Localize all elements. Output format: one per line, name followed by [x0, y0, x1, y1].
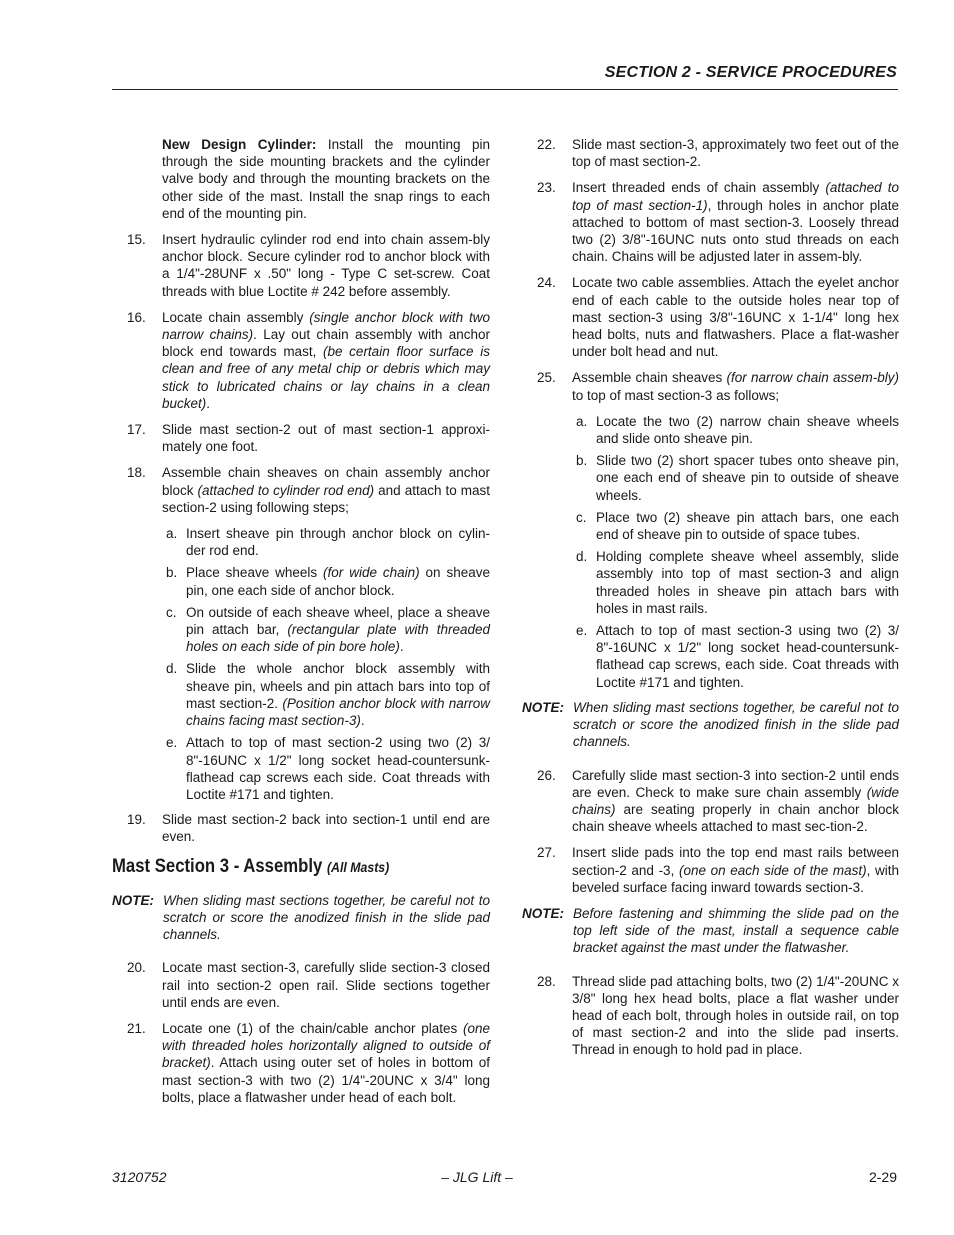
- substep-text: Locate the two (2) narrow chain sheave wheels and slide onto sheave pin.: [596, 413, 899, 447]
- note-text: When sliding mast sections together, be careful not to scratch or score the anodized finish in the slide pad channels.: [163, 892, 490, 943]
- substep-e: [112, 734, 490, 803]
- step-text: Thread slide pad attaching bolts, two (2) 1/4"-20UNC x 3/8" long hex head bolts, place a flat washer under head of each bolt, through holes in outside rail, on top of mast section-2 and into the slide pad inserts. Thread in enough to hold pad in place.: [572, 973, 899, 1058]
- step-text: . Lay out chain assembly with anchor block end towards mast,: [162, 327, 490, 360]
- step-text-italic: (attached to top of mast section-1): [572, 180, 900, 213]
- publisher-label: – JLG Lift –: [441, 1169, 513, 1185]
- substep-letter: c.: [166, 604, 177, 620]
- step-17: [112, 421, 490, 455]
- step-25-substeps: [522, 413, 899, 691]
- step-24: [522, 274, 899, 360]
- step-text: Locate mast section-3, carefully slide section-3 closed rail into section-2 open rail. Slide sections together until ends are even.: [162, 960, 490, 1010]
- step-text-italic: (single anchor block with two narrow chains): [162, 309, 490, 343]
- step-26: [522, 767, 899, 836]
- substep-text: Slide the whole anchor block assembly with sheave pin, wheels and pin attach bars into top of mast section-2.: [186, 661, 490, 711]
- substep-text: Slide two (2) short spacer tubes onto sheave pin, one each end of sheave pin to outside of sheave wheels.: [596, 453, 899, 503]
- step-16: [112, 309, 490, 412]
- intro-paragraph: [112, 136, 490, 222]
- substep-text-italic: (rectangular plate with threaded holes on each side of pin bore hole): [186, 622, 490, 655]
- step-20: [112, 959, 490, 1011]
- note-2: [522, 699, 899, 751]
- step-text: Insert slide pads into the top end mast rails between section-2 and -3,: [572, 845, 899, 878]
- note-3: [522, 905, 899, 957]
- substep-text-italic: (for wide chain): [323, 565, 420, 581]
- step-28: [522, 973, 899, 1059]
- substep-a: [112, 525, 490, 559]
- step-18: [112, 464, 490, 516]
- step-text-italic: (be certain floor surface is clean and free of any metal chip or debris which may stick to lubricated chains or lay chains in a clean bucket): [162, 344, 490, 411]
- step-text: Assemble chain sheaves on chain assembly anchor block: [162, 465, 490, 498]
- step-text: Insert threaded ends of chain assembly: [572, 180, 826, 196]
- substep-c: [112, 604, 490, 656]
- note-label: NOTE:: [522, 699, 564, 715]
- note-label: NOTE:: [112, 892, 154, 908]
- note-1: [112, 892, 490, 944]
- page-number: 2-29: [868, 1169, 897, 1185]
- step-25: [522, 369, 899, 403]
- step-number: 18.: [127, 465, 146, 481]
- step-number: 22.: [537, 137, 556, 152]
- right-column: [522, 136, 899, 1068]
- step-text: Slide mast section-3, approximately two feet out of the top of mast section-2.: [572, 137, 899, 170]
- step-text-italic: (one on each side of the mast): [678, 862, 867, 878]
- substep-c: [522, 509, 899, 543]
- step-text: Locate one (1) of the chain/cable anchor plates: [162, 1020, 463, 1036]
- step-text: Assemble chain sheaves: [572, 370, 727, 386]
- step-text-italic: (wide chains): [572, 784, 899, 817]
- step-19: [112, 811, 490, 845]
- substep-b: [112, 564, 490, 598]
- heading-sub: (All Masts): [326, 858, 390, 875]
- step-number: 26.: [537, 767, 556, 783]
- step-number: 28.: [537, 973, 556, 989]
- step-number: 16.: [127, 309, 146, 325]
- substep-letter: e.: [166, 735, 178, 751]
- step-number: 19.: [127, 812, 146, 828]
- section-heading: [112, 855, 445, 877]
- step-text: , with beveled surface facing inward towards section-3.: [572, 862, 899, 895]
- step-number: 23.: [537, 180, 556, 196]
- step-18-substeps: [112, 525, 490, 803]
- step-text: , through holes in anchor plate attached to bottom of mast section-3. Loosely thread two (2) 3/8"-16UNC nuts onto stud threads on each chain. Chains will be adjusted later in assem-bly.: [572, 197, 900, 265]
- step-number: 25.: [537, 370, 556, 386]
- step-text: Locate chain assembly: [162, 309, 310, 325]
- substep-b: [522, 452, 899, 504]
- section-title: SECTION 2 - SERVICE PROCEDURES: [604, 64, 897, 81]
- note-text: When sliding mast sections together, be careful not to scratch or score the anodized finish in the slide pad channels.: [573, 699, 899, 750]
- step-text: to top of mast section-3 as follows;: [572, 387, 780, 403]
- note-text: Before fastening and shimming the slide pad on the top left side of the mast, install a sequence cable bracket against the mast under the flatwasher.: [573, 905, 899, 956]
- step-number: 24.: [537, 275, 556, 291]
- substep-a: [522, 413, 899, 447]
- substep-letter: d.: [166, 661, 178, 677]
- left-column: [112, 136, 490, 1115]
- step-number: 17.: [127, 422, 146, 438]
- step-15: [112, 231, 490, 300]
- header-divider: [112, 89, 898, 90]
- step-text: Locate two cable assemblies. Attach the eyelet anchor end of each cable to the outside holes near top of mast section-3 using 3/8"-16UNC x 1-1/4" long hex head bolts, nuts and flatwashers. Place a flat-washer under bolt head and nut.: [572, 275, 899, 360]
- substep-d: [112, 660, 490, 729]
- substep-text-italic: (Position anchor block with narrow chains facing mast section-3): [186, 695, 490, 729]
- substep-letter: d.: [576, 549, 588, 565]
- step-text: Slide mast section-2 back into section-1 until end are even.: [162, 812, 490, 845]
- substep-text: Attach to top of mast section-2 using two (2) 3/ 8"-16UNC x 1/2" long socket head-countersunk-flathead cap screws each side. Coat threads with Loctite #171 and tighten.: [186, 735, 490, 802]
- substep-letter: c.: [576, 509, 587, 525]
- heading-main: Mast Section 3 - Assembly: [112, 855, 327, 877]
- substep-letter: b.: [576, 453, 588, 469]
- step-text: Slide mast section-2 out of mast section-1 approxi-mately one foot.: [162, 422, 490, 455]
- substep-text: Attach to top of mast section-3 using two (2) 3/ 8"-16UNC x 1/2" long socket head-countersunk-flathead cap screws, each side. Coat threads with Loctite #171 and tighten.: [596, 623, 899, 690]
- substep-letter: e.: [576, 623, 588, 639]
- step-21: [112, 1020, 490, 1106]
- step-23: [522, 179, 899, 265]
- intro-text: Install the mounting pin through the side mounting brackets and the cylinder valve body and through the mounting brackets on the other side of the mast. Install the snap rings to each end of the mounting pin.: [162, 137, 490, 221]
- substep-text: On outside of each sheave wheel, place a sheave pin attach bar,: [186, 604, 490, 638]
- step-27: [522, 844, 899, 896]
- step-number: 15.: [127, 232, 146, 248]
- step-text: .: [206, 395, 211, 411]
- substep-letter: b.: [166, 565, 178, 581]
- substep-text: on sheave pin, one each side of anchor block.: [186, 565, 490, 598]
- substep-d: [522, 548, 899, 617]
- step-text: Insert hydraulic cylinder rod end into chain assem-bly anchor block. Secure cylinder rod to anchor block with a 1/4"-28UNF x .50" long - Type C set-screw. Coat threads with blue Loctite # 242 before assembly.: [162, 232, 490, 299]
- step-number: 27.: [537, 845, 556, 861]
- substep-text: Place two (2) sheave pin attach bars, one each end of sheave pin to outside of space tubes.: [596, 509, 899, 543]
- substep-e: [522, 622, 899, 691]
- substep-text: .: [399, 639, 404, 655]
- substep-text: Holding complete sheave wheel assembly, slide assembly into top of mast section-3 and align threaded holes in sheave pin attach bars with holes in mast rails.: [596, 549, 899, 616]
- document-number: 3120752: [112, 1169, 167, 1185]
- step-text: are seating properly in chain anchor block chain sheave wheels attached to mast sec-tion-2.: [572, 801, 899, 835]
- substep-text: .: [360, 713, 365, 729]
- substep-text: Place sheave wheels: [186, 565, 324, 581]
- step-text: Carefully slide mast section-3 into section-2 until ends are even. Check to make sure chain assembly: [572, 767, 899, 800]
- intro-label: New Design Cylinder:: [162, 137, 317, 152]
- step-text: . Attach using outer set of holes in bottom of mast section-3 with two (2) 1/4"-20UNC x 3/4" long bolts, place a flatwasher under head of each bolt.: [162, 1055, 490, 1105]
- step-text-italic: (attached to cylinder rod end): [197, 482, 375, 498]
- substep-letter: a.: [576, 413, 588, 429]
- note-label: NOTE:: [522, 905, 564, 921]
- step-text-italic: (one with threaded holes horizontally aligned to outside of bracket): [162, 1020, 490, 1071]
- substep-letter: a.: [166, 526, 178, 542]
- step-22: [522, 136, 899, 170]
- step-number: 20.: [127, 960, 146, 976]
- step-number: 21.: [127, 1020, 146, 1036]
- substep-text: Insert sheave pin through anchor block on cylin-der rod end.: [186, 526, 490, 559]
- step-text-italic: (for narrow chain assem-bly): [726, 370, 899, 386]
- step-text: and attach to mast section-2 using following steps;: [162, 482, 490, 515]
